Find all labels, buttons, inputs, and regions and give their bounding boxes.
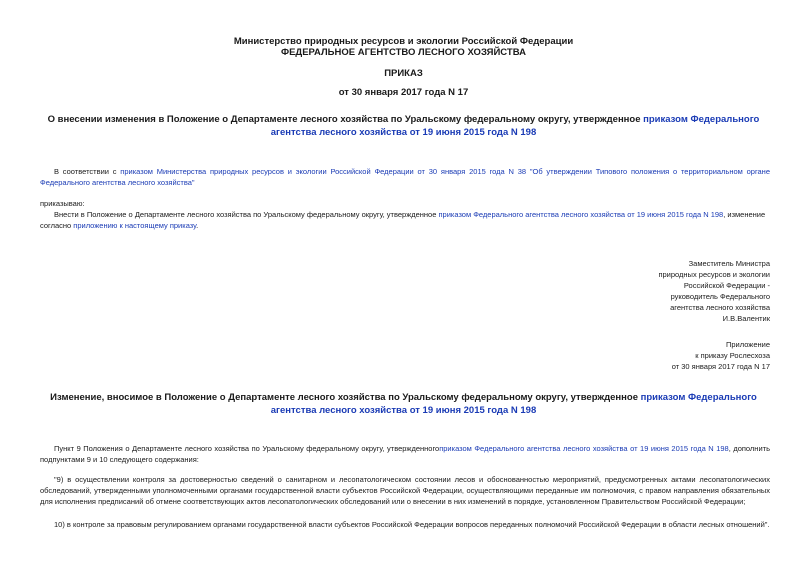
signature-line: природных ресурсов и экологии <box>658 270 770 279</box>
order-link-appendix[interactable]: приложению к настоящему приказу <box>73 221 197 230</box>
point9-suffix: , дополнить подпунктами 9 и 10 следующего содержания: <box>40 444 770 464</box>
change-title-text: Изменение, вносимое в Положение о Департаменте лесного хозяйства по Уральскому федеральному округу, утвержденное <box>50 392 641 403</box>
order-middle: , изменение согласно <box>40 210 766 230</box>
order-prefix: Внести в Положение о Департаменте лесного хозяйства по Уральскому федеральному округу, утвержденное <box>54 210 439 219</box>
prikazyvayu-label: приказываю: <box>40 199 85 208</box>
agency-name: ФЕДЕРАЛЬНОЕ АГЕНТСТВО ЛЕСНОГО ХОЗЯЙСТВА <box>280 47 526 58</box>
change-title-link[interactable]: приказом Федерального агентства лесного хозяйства от 19 июня 2015 года N 198 <box>270 392 757 416</box>
ministry-name: Министерство природных ресурсов и экологии Российской Федерации <box>233 36 574 47</box>
order-link-prikaz[interactable]: приказом Федерального агентства лесного хозяйства от 19 июня 2015 года N 198 <box>438 210 724 219</box>
point9-paragraph <box>40 443 770 465</box>
document-title-link[interactable]: приказом Федерального агентства лесного хозяйства от 19 июня 2015 года N 198 <box>270 114 760 138</box>
appendix-block <box>672 339 770 372</box>
change-title <box>40 392 767 417</box>
signatory-name: И.В.Валентик <box>722 314 770 323</box>
signature-line: руководитель Федерального <box>670 292 770 301</box>
signature-line: агентства лесного хозяйства <box>670 303 770 312</box>
basis-prefix: В соответствии с <box>54 167 121 176</box>
signature-line: Российской Федерации - <box>683 281 770 290</box>
order-paragraph <box>40 209 770 231</box>
appendix-line: к приказу Рослесхоза <box>695 351 770 360</box>
signature-line: Заместитель Министра <box>688 259 770 268</box>
point9-link[interactable]: приказом Федерального агентства лесного хозяйства от 19 июня 2015 года N 198 <box>439 444 729 453</box>
document-title <box>40 114 767 139</box>
document-type: ПРИКАЗ <box>384 68 423 79</box>
point9-prefix: Пункт 9 Положения о Департаменте лесного хозяйства по Уральскому федеральному округу, утвержденного <box>54 444 440 453</box>
order-suffix: . <box>196 221 199 230</box>
subpoint10-paragraph: 10) в контроле за правовым регулированием органами государственной власти субъектов Российской Федерации вопросов переданных полномочий Российской Федерации в области лесных отношений". <box>54 520 770 529</box>
basis-link[interactable]: приказом Министерства природных ресурсов и экологии Российской Федерации от 30 января 2015 года N 38 "Об утверждении Типового положения о территориальном органе Федерального агентства лесного хозяйства" <box>40 167 770 187</box>
appendix-line: Приложение <box>726 340 770 349</box>
subpoint9-paragraph: "9) в осуществлении контроля за достоверностью сведений о санитарном и лесопатологическом состоянии лесов и обоснованностью мероприятий, предусмотренных актами лесопатологических обследований, утвержденными уполномоченными органами государственной власти субъектов Российской Федерации, осуществляющими переданные им полномочия, с правом направления обязательных для исполнения предписаний об отмене соответствующих актов лесопатологических обследований или о внесении в них изменений в порядке, установленном Правительством Российской Федерации; <box>40 475 770 506</box>
document-date: от 30 января 2017 года N 17 <box>338 87 469 98</box>
signature-block <box>658 258 770 324</box>
document-title-text: О внесении изменения в Положение о Департаменте лесного хозяйства по Уральскому федеральному округу, утвержденное <box>47 114 644 125</box>
basis-paragraph <box>40 166 770 188</box>
appendix-line: от 30 января 2017 года N 17 <box>671 362 770 371</box>
